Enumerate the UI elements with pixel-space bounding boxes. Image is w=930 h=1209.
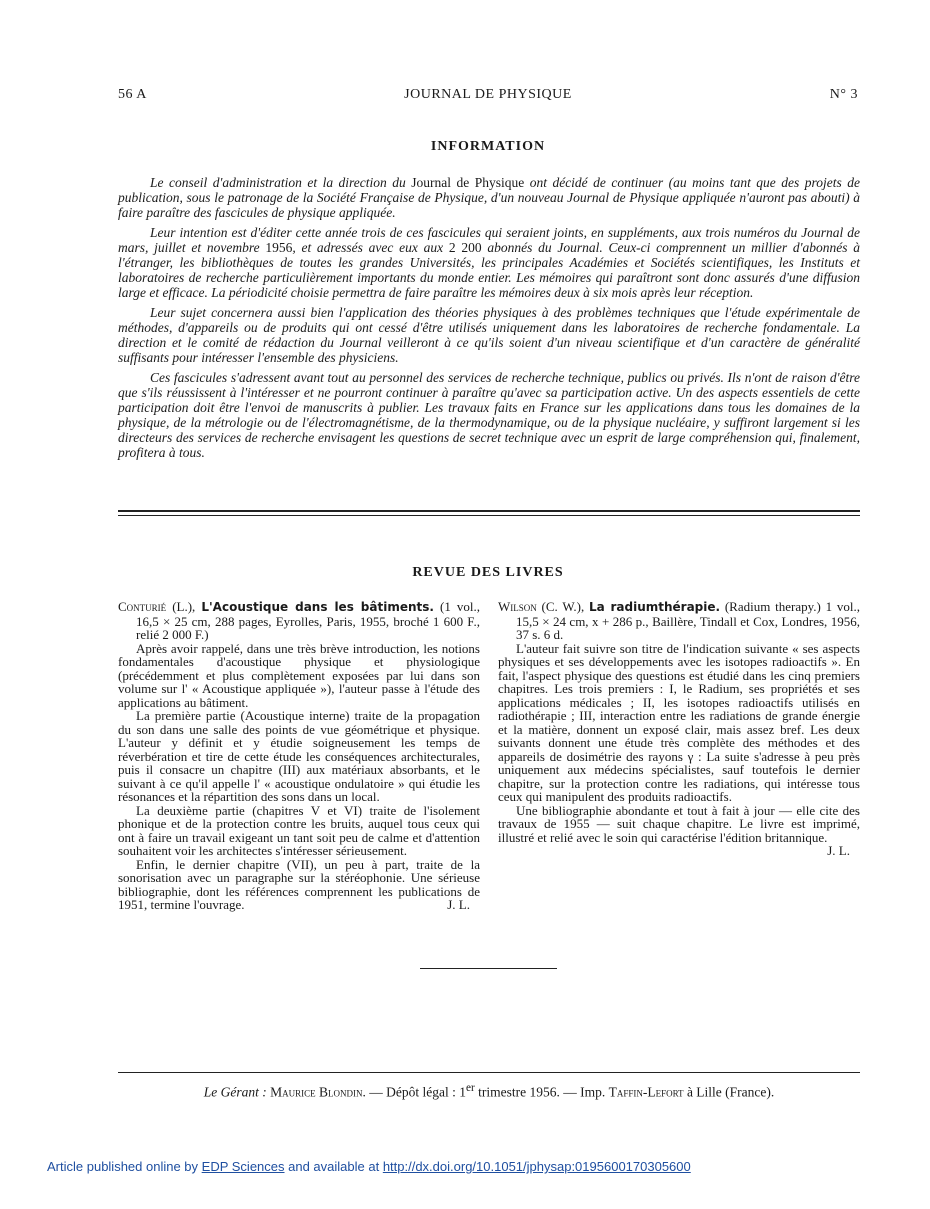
section-divider-top (118, 510, 860, 512)
publication-notice: Article published online by EDP Sciences and available at http://dx.doi.org/10.1051/jphysap:0195600170305600 (47, 1159, 691, 1174)
review-left-signature: J. L. (447, 897, 470, 912)
reviews-heading: REVUE DES LIVRES (412, 565, 564, 580)
review-left-paragraph-2: La première partie (Acoustique interne) traite de la propagation du son dans une salle des points de vue géométrique et physique. L'auteur y définit et y étudie soigneusement les temps de réverbération et tire de cette étude les conséquences architecturales, puis il consacre un chapitre (III) aux matériaux absorbants, et le suivant à ce qu'il appelle l' « acoustique ondulatoire » qui étudie les résonances et la répartition des sons dans un local. (118, 708, 480, 804)
doi-link[interactable]: http://dx.doi.org/10.1051/jphysap:0195600170305600 (382, 1159, 691, 1174)
info-paragraph-2: Leur intention est d'éditer cette année trois de ces fascicules qui seraient joints, en suppléments, aux trois numéros du Journal de mars, juillet et novembre 1956, et adressés avec eux aux 2 200 abonnés du Journal. Ceux-ci comprennent un millier d'abonnés à l'étranger, les bibliothèques de toutes les grandes Universités, les principales Académies et Sociétés scientifiques, les Instituts et laboratoires de recherche particulièrement importants du monde entier. Les mémoires qui paraîtront sont donc assurés d'une diffusion large et efficace. La périodicité choisie permettra de faire paraître les mémoires deux à six mois après leur réception. (118, 225, 860, 300)
page-number: 56 A (118, 87, 147, 102)
footer-rule (118, 1072, 860, 1073)
book-reviews (118, 600, 860, 912)
imprint-footer: Le Gérant : Maurice Blondin. — Dépôt légal : 1er trimestre 1956. — Imp. Taffin-Lefort à Lille (France). (203, 1082, 775, 1100)
issue-number: N° 3 (829, 87, 858, 102)
information-heading: INFORMATION (430, 139, 546, 154)
review-right-paragraph-2: Une bibliographie abondante et tout à fait à jour — elle cite des travaux de 1955 — suit chaque chapitre. Le livre est imprimé, illustré et relié avec le soin qui caractérise l'édition britannique. J. L. (498, 802, 860, 858)
review-right (498, 600, 860, 912)
info-paragraph-1: Le conseil d'administration et la direction du Journal de Physique ont décidé de continuer (au moins tant que des projets de publication, sous le patronage de la Société Française de Physique, d'un nouveau Journal de Physique appliquée n'auront pas abouti) à faire paraître des fascicules de physique appliquée. (118, 175, 860, 220)
review-left-paragraph-1: Après avoir rappelé, dans une très brève introduction, les notions fondamentales d'acoustique physique et physiologique (précédemment et plus complètement exposées par lui dans son volume sur l' « Acoustique appliquée »), l'auteur passe à l'étude des applications au bâtiment. (118, 640, 480, 710)
section-divider-bottom (118, 515, 860, 516)
review-left-reference: Conturié (L.), L'Acoustique dans les bâtiments. (1 vol., 16,5 × 25 cm, 288 pages, Eyrolles, Paris, 1955, broché 1 600 F., relié 2 000 F.) (118, 599, 480, 642)
info-paragraph-4: Ces fascicules s'adressent avant tout au personnel des services de recherche technique, publics ou privés. Ils n'ont de raison d'être que s'ils réussissent à l'intéresser et ne pourront continuer à paraître qu'avec sa participation active. Un des aspects essentiels de cette participation doit être l'envoi de manuscrits à publier. Les travaux faits en France sur les applications dans tous les domaines de la physique, de la métrologie ou de l'électromagnétisme, de la thermodynamique, ou de la physique nucléaire, y suffiront largement si les directeurs des services de recherche envisagent les questions de secret technique avec un esprit de large compréhension qui, finalement, profitera à tous. (118, 370, 860, 460)
review-right-paragraph-1: L'auteur fait suivre son titre de l'indication suivante « ses aspects physiques et ses développements avec les isotopes radioactifs ». En fait, l'aspect physique des questions est étudié dans les cinq premiers chapitres. Les trois premiers : I, le Radium, ses propriétés et ses applications médicales ; II, les isotopes radioactifs utilisés en radiothérapie ; III, interaction entre les radiations de grande énergie et la matière, donnent un exposé clair, mais assez bref. Les deux suivants donnent une étude très complète des méthodes et des appareils de dosimétrie des rayons γ : La suite s'adresse à peu près uniquement aux médecins spécialistes, sauf toutefois le dernier chapitre, sur la protection contre les radiations, qui intéresse tous ceux qui manipulent des produits radioactifs. (498, 640, 860, 804)
information-text (118, 175, 860, 465)
info-paragraph-3: Leur sujet concernera aussi bien l'application des théories physiques à des problèmes techniques que l'étude expérimentale de méthodes, d'appareils ou de produits qui ont cessé d'être utilisés uniquement dans les laboratoires de recherche fondamentale. La direction et le comité de rédaction du Journal veilleront à ce qu'ils soient d'un niveau scientifique et d'un caractère de généralité suffisants pour intéresser l'ensemble des physiciens. (118, 305, 860, 365)
review-left (118, 600, 480, 912)
running-head (118, 87, 858, 103)
review-left-paragraph-3: La deuxième partie (chapitres V et VI) traite de l'isolement phonique et de la protection contre les bruits, auquel tous ceux qui ont à faire un travail exigeant un tant soit peu de calme et d'attention souhaitent voir les architectes s'intéresser sérieusement. (118, 802, 480, 858)
edp-sciences-link[interactable]: EDP Sciences (201, 1159, 285, 1174)
journal-title: JOURNAL DE PHYSIQUE (404, 87, 572, 102)
review-right-signature: J. L. (827, 843, 850, 858)
end-rule (420, 968, 557, 969)
review-left-paragraph-4: Enfin, le dernier chapitre (VII), un peu à part, traite de la sonorisation avec un paragraphe sur la stéréophonie. Une sérieuse bibliographie, dont les références comprennent les publications de 1951, termine l'ouvrage. J. L. (118, 856, 480, 912)
review-right-reference: Wilson (C. W.), La radiumthérapie. (Radium therapy.) 1 vol., 15,5 × 24 cm, x + 286 p., Baillère, Tindall et Cox, Londres, 1956, 37 s. 6 d. (498, 599, 860, 642)
